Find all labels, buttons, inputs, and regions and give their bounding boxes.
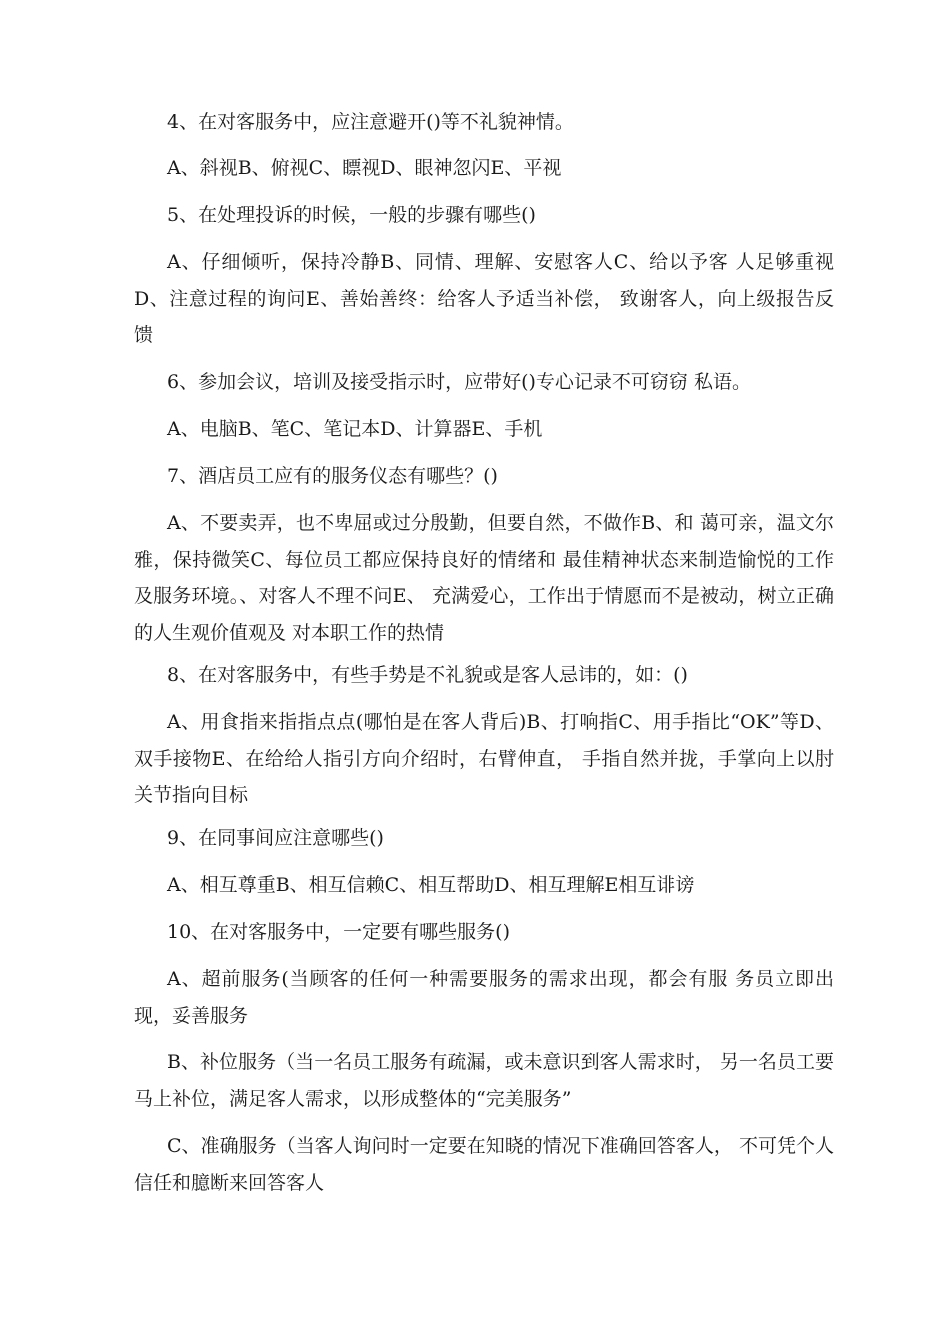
question-10-option-c: C、准确服务（当客人询问时一定要在知晓的情况下准确回答客人， 不可凭个人信任和臆断来回答客人	[134, 1135, 834, 1194]
question-9-options: A、相互尊重B、相互信赖C、相互帮助D、相互理解E相互诽谤	[167, 874, 695, 896]
question-9: 9、在同事间应注意哪些()	[167, 827, 384, 849]
question-7: 7、酒店员工应有的服务仪态有哪些？()	[167, 465, 498, 487]
question-6-options: A、电脑B、笔C、笔记本D、计算器E、手机	[167, 418, 543, 440]
question-8: 8、在对客服务中，有些手势是不礼貌或是客人忌讳的，如：()	[167, 664, 688, 686]
question-5-options: A、仔细倾听，保持冷静B、同情、理解、安慰客人C、给以予客 人足够重视D、注意过程的询问E、善始善终：给客人予适当补偿， 致谢客人，向上级报告反馈	[134, 251, 834, 346]
question-10-option-b: B、补位服务（当一名员工服务有疏漏，或未意识到客人需求时， 另一名员工要马上补位，满足客人需求，以形成整体的“完美服务”	[134, 1051, 834, 1110]
question-10: 10、在对客服务中，一定要有哪些服务()	[167, 921, 511, 943]
question-10-option-a: A、超前服务(当顾客的任何一种需要服务的需求出现，都会有服 务员立即出现，妥善服务	[134, 968, 834, 1027]
question-8-options: A、用食指来指指点点(哪怕是在客人背后)B、打响指C、用手指比“OK”等D、双手接物E、在给给人指引方向介绍时，右臂伸直， 手指自然并拢，手掌向上以肘关节指向目标	[134, 711, 834, 806]
question-6: 6、参加会议，培训及接受指示时，应带好()专心记录不可窃窃 私语。	[167, 371, 751, 393]
question-7-options: A、不要卖弄，也不卑屈或过分殷勤，但要自然，不做作B、和 蔼可亲，温文尔雅，保持微笑C、每位员工都应保持良好的情绪和 最佳精神状态来制造愉悦的工作及服务环境。、对客人不理不问E、 充满爱心，工作出于情愿而不是被动，树立正确的人生观价值观及 对本职工作的热情	[134, 512, 834, 644]
question-4-options: A、斜视B、俯视C、瞟视D、眼神忽闪E、平视	[167, 157, 562, 179]
question-5: 5、在处理投诉的时候，一般的步骤有哪些()	[167, 204, 536, 226]
question-4: 4、在对客服务中，应注意避开()等不礼貌神情。	[167, 111, 574, 133]
